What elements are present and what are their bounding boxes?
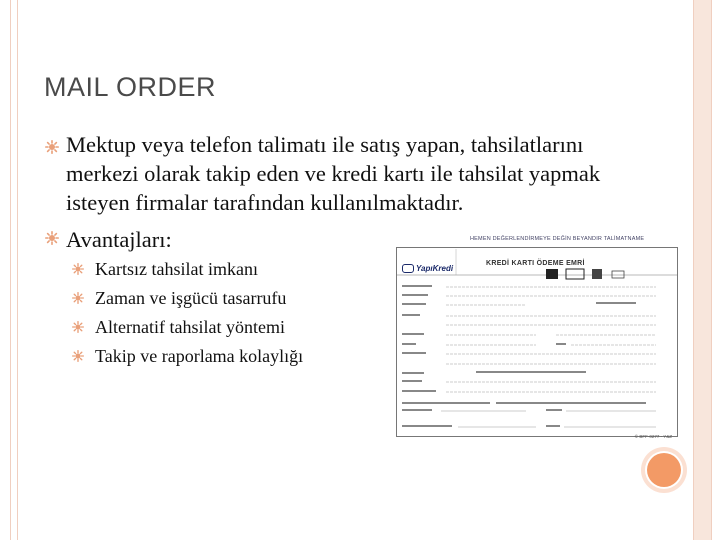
sun-icon <box>72 349 84 367</box>
sub-bullet-item: Takip ve raporlama kolaylığı <box>95 346 304 366</box>
form-header-text: HEMEN DEĞERLENDİRMEYE DEĞİN BEYANDIR TALİMATNAME <box>470 236 645 242</box>
sun-icon <box>45 231 59 250</box>
bank-logo-icon <box>402 264 414 273</box>
form-footer: © BFF-0277 - Y&Z <box>634 434 672 439</box>
bank-name: YapıKredi <box>416 264 454 273</box>
credit-card-payment-form-image <box>396 236 678 439</box>
sun-icon <box>72 262 84 280</box>
form-drawing <box>396 247 678 437</box>
sun-icon <box>72 320 84 338</box>
bank-logo <box>402 264 453 273</box>
form-title: KREDİ KARTI ÖDEME EMRİ <box>486 260 585 267</box>
sub-bullet-item: Kartsız tahsilat imkanı <box>95 259 258 279</box>
bullet-item: Mektup veya telefon talimatı ile satış yapan, tahsilatlarını merkezi olarak takip eden ve kredi kartı ile tahsilat yapmak isteyen firmalar tarafından kullanılmaktadır. <box>66 132 601 215</box>
sub-bullet-item: Alternatif tahsilat yöntemi <box>95 317 285 337</box>
sun-icon <box>45 140 59 159</box>
orange-circle-icon <box>640 446 688 494</box>
bullet-item: Avantajları: <box>66 227 172 252</box>
slide-title: MAIL ORDER <box>44 72 217 102</box>
sun-icon <box>72 291 84 309</box>
sub-bullet-item: Zaman ve işgücü tasarrufu <box>95 288 287 308</box>
